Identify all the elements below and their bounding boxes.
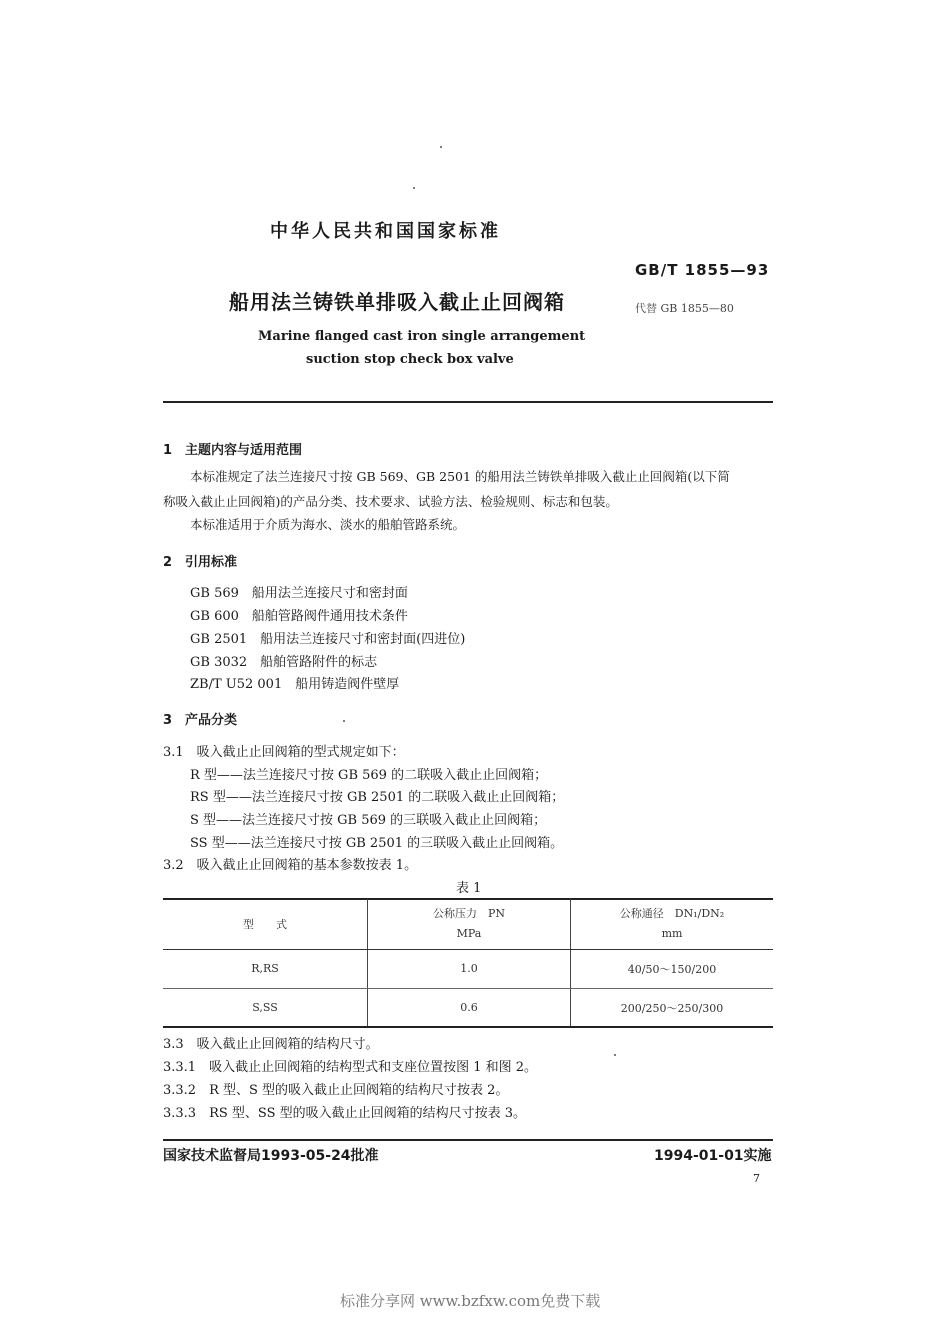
scan-speck [413, 187, 415, 189]
header-diameter-label: 公称通径 DN₁/DN₂ [619, 906, 725, 920]
section-1-para2: 本标准适用于介质为海水、淡水的船舶管路系统。 [190, 517, 466, 532]
reference-item: GB 600 船舶管路阀件通用技术条件 [190, 609, 408, 624]
replaces-note: 代替 GB 1855—80 [635, 302, 734, 315]
table-1 [163, 899, 773, 1027]
scan-speck [614, 1054, 616, 1056]
reference-item: ZB/T U52 001 船用铸造阀件壁厚 [190, 677, 400, 692]
clause-3-1: 3.1 吸入截止止回阀箱的型式规定如下： [163, 745, 405, 760]
reference-item: GB 3032 船舶管路附件的标志 [190, 655, 378, 670]
header-pressure-label: 公称压力 PN [432, 906, 506, 920]
header-pressure-unit: MPa [456, 926, 482, 940]
cell-pressure: 0.6 [368, 988, 571, 1027]
title-chinese: 船用法兰铸铁单排吸入截止止回阀箱 [229, 290, 565, 314]
section-3-heading: 3 产品分类 [163, 713, 238, 728]
footer-rule [163, 1139, 773, 1141]
section-1-para1-line1: 本标准规定了法兰连接尺寸按 GB 569、GB 2501 的船用法兰铸铁单排吸入截止止回阀箱(以下简 [190, 469, 730, 484]
clause-3-3: 3.3 吸入截止止回阀箱的结构尺寸。 [163, 1037, 379, 1052]
cell-type: R,RS [163, 949, 368, 988]
standard-number: GB/T 1855—93 [635, 261, 770, 279]
type-definition: R 型——法兰连接尺寸按 GB 569 的二联吸入截止止回阀箱； [190, 768, 548, 783]
cell-pressure: 1.0 [368, 949, 571, 988]
header-diameter-unit: mm [661, 926, 683, 940]
clause-3-3-3: 3.3.3 RS 型、SS 型的吸入截止止回阀箱的结构尺寸按表 3。 [163, 1106, 527, 1121]
section-1-para1-line2: 称吸入截止止回阀箱)的产品分类、技术要求、试验方法、检验规则、标志和包装。 [163, 494, 618, 509]
header-rule [163, 401, 773, 403]
page-number: 7 [753, 1172, 760, 1185]
title-english-line2: suction stop check box valve [306, 352, 514, 367]
header-type-label: 型 式 [243, 917, 287, 931]
clause-3-3-2: 3.3.2 R 型、S 型的吸入截止止回阀箱的结构尺寸按表 2。 [163, 1083, 509, 1098]
table-bottom-rule [163, 1026, 773, 1028]
type-definition: S 型——法兰连接尺寸按 GB 569 的三联吸入截止止回阀箱； [190, 813, 547, 828]
reference-item: GB 2501 船用法兰连接尺寸和密封面(四进位) [190, 632, 466, 647]
title-english-line1: Marine flanged cast iron single arrangement [258, 329, 586, 344]
cell-diameter: 200/250～250/300 [571, 988, 774, 1027]
scan-speck [343, 720, 345, 722]
type-definition: RS 型——法兰连接尺寸按 GB 2501 的二联吸入截止止回阀箱； [190, 790, 565, 805]
scan-speck [440, 146, 442, 148]
table-row [163, 949, 773, 988]
table-header-pressure [368, 899, 571, 949]
section-1-heading: 1 主题内容与适用范围 [163, 443, 303, 458]
standard-category: 中华人民共和国国家标准 [270, 221, 501, 242]
table-1-caption: 表 1 [456, 881, 482, 896]
approval-note: 国家技术监督局1993-05-24批准 [163, 1148, 379, 1164]
watermark-text: 标准分享网 www.bzfxw.com免费下载 [340, 1292, 601, 1310]
table-header-type [163, 899, 368, 949]
table-header-diameter [571, 899, 774, 949]
table-row [163, 988, 773, 1027]
clause-3-2: 3.2 吸入截止止回阀箱的基本参数按表 1。 [163, 858, 418, 873]
type-definition: SS 型——法兰连接尺寸按 GB 2501 的三联吸入截止止回阀箱。 [190, 836, 564, 851]
cell-type: S,SS [252, 1001, 278, 1015]
reference-item: GB 569 船用法兰连接尺寸和密封面 [190, 586, 408, 601]
section-2-heading: 2 引用标准 [163, 555, 238, 570]
cell-diameter: 40/50～150/200 [571, 949, 774, 988]
effective-date: 1994-01-01实施 [654, 1148, 772, 1164]
clause-3-3-1: 3.3.1 吸入截止止回阀箱的结构型式和支座位置按图 1 和图 2。 [163, 1060, 538, 1075]
